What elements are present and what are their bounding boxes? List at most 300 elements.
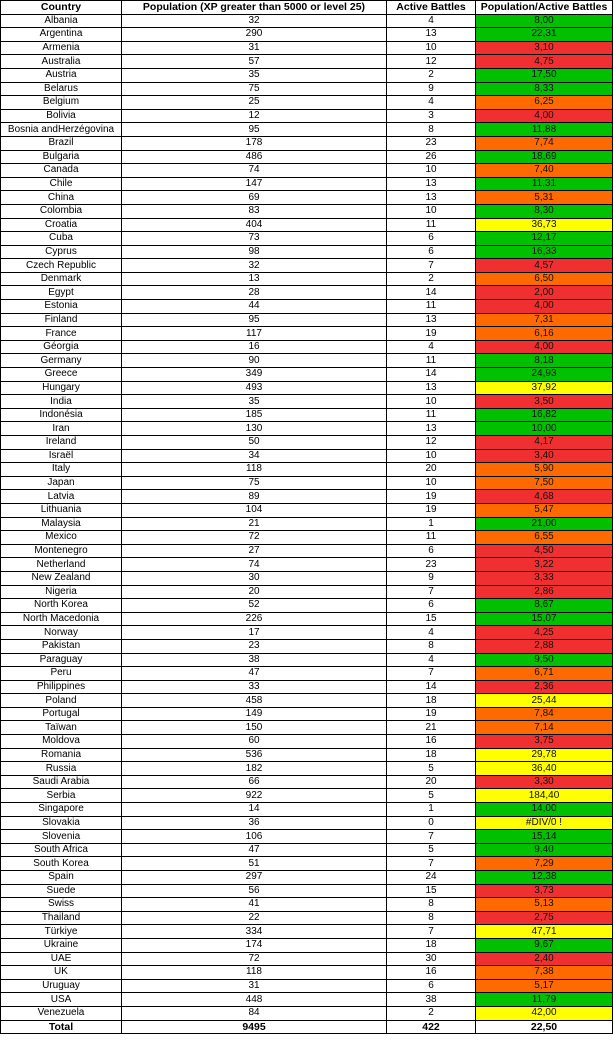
population-cell: 75 (122, 82, 387, 96)
table-row (1, 830, 613, 844)
population-cell: 17 (122, 626, 387, 640)
ratio-cell: 47,71 (476, 925, 613, 939)
ratio-cell: 9,40 (476, 843, 613, 857)
ratio-cell: 9,67 (476, 938, 613, 952)
ratio-cell: 15,07 (476, 612, 613, 626)
active-battles-cell: 19 (387, 327, 476, 341)
country-cell: Iran (1, 422, 122, 436)
active-battles-cell: 4 (387, 96, 476, 110)
table-row (1, 395, 613, 409)
active-battles-cell: 5 (387, 789, 476, 803)
table-row (1, 898, 613, 912)
population-cell: 31 (122, 979, 387, 993)
active-battles-cell: 7 (387, 857, 476, 871)
table-row (1, 82, 613, 96)
population-cell: 98 (122, 245, 387, 259)
active-battles-cell: 13 (387, 177, 476, 191)
country-cell: Japan (1, 476, 122, 490)
table-row (1, 340, 613, 354)
table-row (1, 41, 613, 55)
active-battles-cell: 2 (387, 1006, 476, 1020)
ratio-cell: 17,50 (476, 68, 613, 82)
table-row (1, 775, 613, 789)
total-population: 9495 (122, 1020, 387, 1034)
table-row (1, 626, 613, 640)
population-cell: 104 (122, 503, 387, 517)
ratio-cell: 4,00 (476, 340, 613, 354)
country-cell: Paraguay (1, 653, 122, 667)
country-cell: UAE (1, 952, 122, 966)
active-battles-cell: 13 (387, 313, 476, 327)
active-battles-cell: 1 (387, 517, 476, 531)
active-battles-cell: 5 (387, 843, 476, 857)
country-cell: Ireland (1, 436, 122, 450)
country-cell: Albania (1, 14, 122, 28)
ratio-cell: 7,50 (476, 476, 613, 490)
ratio-cell: 2,75 (476, 911, 613, 925)
population-cell: 290 (122, 28, 387, 42)
table-row (1, 327, 613, 341)
ratio-cell: 2,36 (476, 680, 613, 694)
ratio-cell: 11,88 (476, 123, 613, 137)
active-battles-cell: 12 (387, 55, 476, 69)
ratio-cell: 8,33 (476, 82, 613, 96)
ratio-cell: 6,50 (476, 272, 613, 286)
country-cell: Chile (1, 177, 122, 191)
population-cell: 36 (122, 816, 387, 830)
population-cell: 28 (122, 286, 387, 300)
table-row (1, 476, 613, 490)
country-cell: Swiss (1, 898, 122, 912)
population-cell: 226 (122, 612, 387, 626)
active-battles-cell: 7 (387, 585, 476, 599)
table-row (1, 272, 613, 286)
ratio-cell: 4,00 (476, 300, 613, 314)
table-row (1, 558, 613, 572)
table-row (1, 232, 613, 246)
table-row (1, 585, 613, 599)
active-battles-cell: 6 (387, 245, 476, 259)
population-cell: 12 (122, 109, 387, 123)
table-row (1, 884, 613, 898)
population-cell: 83 (122, 204, 387, 218)
active-battles-cell: 8 (387, 123, 476, 137)
population-cell: 349 (122, 368, 387, 382)
population-cell: 174 (122, 938, 387, 952)
population-cell: 21 (122, 517, 387, 531)
table-row (1, 639, 613, 653)
country-cell: Mexico (1, 531, 122, 545)
table-row (1, 816, 613, 830)
population-cell: 13 (122, 272, 387, 286)
table-row (1, 436, 613, 450)
ratio-cell: 3,73 (476, 884, 613, 898)
ratio-cell: 5,47 (476, 503, 613, 517)
population-cell: 66 (122, 775, 387, 789)
table-row (1, 667, 613, 681)
active-battles-cell: 6 (387, 544, 476, 558)
ratio-cell: 7,38 (476, 966, 613, 980)
header-ratio: Population/Active Battles (476, 1, 613, 15)
population-cell: 35 (122, 395, 387, 409)
table-row (1, 55, 613, 69)
ratio-cell: 4,68 (476, 490, 613, 504)
active-battles-cell: 6 (387, 979, 476, 993)
ratio-cell: 5,90 (476, 463, 613, 477)
country-cell: Greece (1, 368, 122, 382)
active-battles-cell: 5 (387, 762, 476, 776)
population-cell: 334 (122, 925, 387, 939)
population-cell: 52 (122, 599, 387, 613)
table-row (1, 789, 613, 803)
population-cell: 448 (122, 993, 387, 1007)
country-cell: Malaysia (1, 517, 122, 531)
table-row (1, 517, 613, 531)
table-row (1, 422, 613, 436)
active-battles-cell: 10 (387, 476, 476, 490)
table-row (1, 68, 613, 82)
population-cell: 149 (122, 707, 387, 721)
active-battles-cell: 11 (387, 408, 476, 422)
population-cell: 118 (122, 463, 387, 477)
active-battles-cell: 13 (387, 381, 476, 395)
active-battles-cell: 10 (387, 449, 476, 463)
country-cell: Peru (1, 667, 122, 681)
country-cell: Nigeria (1, 585, 122, 599)
ratio-cell: 3,40 (476, 449, 613, 463)
table-row (1, 952, 613, 966)
population-cell: 60 (122, 735, 387, 749)
active-battles-cell: 19 (387, 490, 476, 504)
ratio-cell: 184,40 (476, 789, 613, 803)
ratio-cell: 3,30 (476, 775, 613, 789)
country-cell: France (1, 327, 122, 341)
country-cell: Poland (1, 694, 122, 708)
population-cell: 89 (122, 490, 387, 504)
active-battles-cell: 20 (387, 463, 476, 477)
table-row (1, 96, 613, 110)
table-row (1, 544, 613, 558)
header-country: Country (1, 1, 122, 15)
active-battles-cell: 15 (387, 612, 476, 626)
table-row (1, 694, 613, 708)
active-battles-cell: 3 (387, 109, 476, 123)
population-cell: 27 (122, 544, 387, 558)
table-row (1, 599, 613, 613)
population-cell: 20 (122, 585, 387, 599)
population-cell: 106 (122, 830, 387, 844)
population-cell: 118 (122, 966, 387, 980)
country-cell: Montenegro (1, 544, 122, 558)
country-cell: Indonésia (1, 408, 122, 422)
table-row (1, 259, 613, 273)
country-cell: Portugal (1, 707, 122, 721)
population-cell: 74 (122, 164, 387, 178)
ratio-cell: 36,73 (476, 218, 613, 232)
table-row (1, 748, 613, 762)
population-cell: 51 (122, 857, 387, 871)
population-cell: 32 (122, 14, 387, 28)
ratio-cell: 7,74 (476, 136, 613, 150)
table-row (1, 911, 613, 925)
country-cell: Uruguay (1, 979, 122, 993)
country-cell: Thailand (1, 911, 122, 925)
population-cell: 56 (122, 884, 387, 898)
active-battles-cell: 11 (387, 354, 476, 368)
ratio-cell: 7,31 (476, 313, 613, 327)
table-row (1, 721, 613, 735)
active-battles-cell: 26 (387, 150, 476, 164)
table-row (1, 938, 613, 952)
table-row (1, 993, 613, 1007)
country-cell: Philippines (1, 680, 122, 694)
active-battles-cell: 13 (387, 28, 476, 42)
country-cell: Estonia (1, 300, 122, 314)
country-cell: China (1, 191, 122, 205)
country-cell: Lithuania (1, 503, 122, 517)
population-cell: 34 (122, 449, 387, 463)
country-cell: Saudi Arabia (1, 775, 122, 789)
population-cell: 35 (122, 68, 387, 82)
active-battles-cell: 8 (387, 911, 476, 925)
active-battles-cell: 18 (387, 938, 476, 952)
population-cell: 25 (122, 96, 387, 110)
table-row (1, 735, 613, 749)
country-cell: Singapore (1, 803, 122, 817)
table-row (1, 368, 613, 382)
population-cell: 50 (122, 436, 387, 450)
active-battles-cell: 11 (387, 218, 476, 232)
total-battles: 422 (387, 1020, 476, 1034)
table-row (1, 707, 613, 721)
active-battles-cell: 8 (387, 639, 476, 653)
table-row (1, 245, 613, 259)
country-cell: Spain (1, 871, 122, 885)
active-battles-cell: 8 (387, 898, 476, 912)
table-row (1, 14, 613, 28)
country-cell: Brazil (1, 136, 122, 150)
population-cell: 32 (122, 259, 387, 273)
country-cell: Croatia (1, 218, 122, 232)
ratio-cell: 3,50 (476, 395, 613, 409)
ratio-cell: 3,22 (476, 558, 613, 572)
ratio-cell: 22,31 (476, 28, 613, 42)
population-cell: 84 (122, 1006, 387, 1020)
population-cell: 14 (122, 803, 387, 817)
active-battles-cell: 10 (387, 164, 476, 178)
ratio-cell: 24,93 (476, 368, 613, 382)
table-row (1, 150, 613, 164)
population-cell: 486 (122, 150, 387, 164)
ratio-cell: 3,33 (476, 571, 613, 585)
active-battles-cell: 6 (387, 232, 476, 246)
active-battles-cell: 2 (387, 272, 476, 286)
table-row (1, 354, 613, 368)
table-row (1, 803, 613, 817)
country-cell: Slovakia (1, 816, 122, 830)
country-cell: Italy (1, 463, 122, 477)
table-row (1, 408, 613, 422)
table-row (1, 966, 613, 980)
ratio-cell: 7,29 (476, 857, 613, 871)
active-battles-cell: 4 (387, 14, 476, 28)
ratio-cell: 8,67 (476, 599, 613, 613)
active-battles-cell: 7 (387, 667, 476, 681)
ratio-cell: 5,13 (476, 898, 613, 912)
country-cell: Belgium (1, 96, 122, 110)
ratio-cell: 2,40 (476, 952, 613, 966)
country-cell: Norway (1, 626, 122, 640)
active-battles-cell: 18 (387, 748, 476, 762)
table-row (1, 871, 613, 885)
table-row (1, 286, 613, 300)
country-cell: Bulgaria (1, 150, 122, 164)
table-row (1, 612, 613, 626)
country-cell: Ukraine (1, 938, 122, 952)
table-row (1, 653, 613, 667)
ratio-cell: 16,82 (476, 408, 613, 422)
country-cell: Romania (1, 748, 122, 762)
country-cell: Canada (1, 164, 122, 178)
country-cell: Taïwan (1, 721, 122, 735)
ratio-cell: 16,33 (476, 245, 613, 259)
header-row (1, 1, 613, 15)
country-cell: North Korea (1, 599, 122, 613)
active-battles-cell: 18 (387, 694, 476, 708)
active-battles-cell: 23 (387, 136, 476, 150)
table-row (1, 463, 613, 477)
country-cell: UK (1, 966, 122, 980)
population-cell: 33 (122, 680, 387, 694)
country-cell: Argentina (1, 28, 122, 42)
active-battles-cell: 21 (387, 721, 476, 735)
population-cell: 47 (122, 667, 387, 681)
active-battles-cell: 23 (387, 558, 476, 572)
country-cell: Czech Republic (1, 259, 122, 273)
table-row (1, 191, 613, 205)
table-row (1, 680, 613, 694)
country-cell: Venezuela (1, 1006, 122, 1020)
ratio-cell: 9,50 (476, 653, 613, 667)
active-battles-cell: 10 (387, 41, 476, 55)
table-row (1, 857, 613, 871)
table-row (1, 123, 613, 137)
active-battles-cell: 7 (387, 259, 476, 273)
ratio-cell: 42,00 (476, 1006, 613, 1020)
table-row (1, 979, 613, 993)
population-cell: 95 (122, 313, 387, 327)
active-battles-cell: 4 (387, 653, 476, 667)
active-battles-cell: 19 (387, 503, 476, 517)
country-cell: Denmark (1, 272, 122, 286)
population-cell: 31 (122, 41, 387, 55)
country-cell: Colombia (1, 204, 122, 218)
country-cell: Israël (1, 449, 122, 463)
total-row (1, 1020, 613, 1034)
ratio-cell: 7,14 (476, 721, 613, 735)
population-cell: 147 (122, 177, 387, 191)
ratio-cell: 6,16 (476, 327, 613, 341)
population-cell: 72 (122, 952, 387, 966)
country-cell: Bosnia andHerzégovina (1, 123, 122, 137)
population-cell: 130 (122, 422, 387, 436)
header-active-battles: Active Battles (387, 1, 476, 15)
ratio-cell: 4,75 (476, 55, 613, 69)
ratio-cell: 18,69 (476, 150, 613, 164)
table-row (1, 762, 613, 776)
population-cell: 44 (122, 300, 387, 314)
table-row (1, 109, 613, 123)
population-cell: 74 (122, 558, 387, 572)
active-battles-cell: 7 (387, 830, 476, 844)
active-battles-cell: 13 (387, 191, 476, 205)
population-cell: 69 (122, 191, 387, 205)
ratio-cell: 4,25 (476, 626, 613, 640)
country-cell: Egypt (1, 286, 122, 300)
table-row (1, 164, 613, 178)
ratio-cell: 6,55 (476, 531, 613, 545)
population-cell: 185 (122, 408, 387, 422)
country-cell: Netherland (1, 558, 122, 572)
population-cell: 90 (122, 354, 387, 368)
active-battles-cell: 16 (387, 966, 476, 980)
ratio-cell: 11,31 (476, 177, 613, 191)
active-battles-cell: 20 (387, 775, 476, 789)
ratio-cell: #DIV/0 ! (476, 816, 613, 830)
ratio-cell: 6,25 (476, 96, 613, 110)
population-cell: 41 (122, 898, 387, 912)
ratio-cell: 36,40 (476, 762, 613, 776)
table-row (1, 925, 613, 939)
country-cell: Moldova (1, 735, 122, 749)
population-cell: 22 (122, 911, 387, 925)
population-cell: 72 (122, 531, 387, 545)
ratio-cell: 4,50 (476, 544, 613, 558)
country-cell: Hungary (1, 381, 122, 395)
active-battles-cell: 24 (387, 871, 476, 885)
table-row (1, 381, 613, 395)
ratio-cell: 8,30 (476, 204, 613, 218)
table-row (1, 1006, 613, 1020)
ratio-cell: 7,84 (476, 707, 613, 721)
table-row (1, 531, 613, 545)
active-battles-cell: 11 (387, 300, 476, 314)
table-row (1, 136, 613, 150)
ratio-cell: 4,57 (476, 259, 613, 273)
active-battles-cell: 30 (387, 952, 476, 966)
population-cell: 38 (122, 653, 387, 667)
country-cell: Austria (1, 68, 122, 82)
country-cell: North Macedonia (1, 612, 122, 626)
ratio-cell: 3,75 (476, 735, 613, 749)
country-cell: Germany (1, 354, 122, 368)
country-cell: Serbia (1, 789, 122, 803)
population-cell: 536 (122, 748, 387, 762)
ratio-cell: 4,17 (476, 436, 613, 450)
population-cell: 922 (122, 789, 387, 803)
population-cell: 73 (122, 232, 387, 246)
population-cell: 297 (122, 871, 387, 885)
active-battles-cell: 14 (387, 680, 476, 694)
table-row (1, 28, 613, 42)
ratio-cell: 2,86 (476, 585, 613, 599)
ratio-cell: 37,92 (476, 381, 613, 395)
country-cell: Belarus (1, 82, 122, 96)
table-row (1, 218, 613, 232)
population-cell: 75 (122, 476, 387, 490)
population-cell: 117 (122, 327, 387, 341)
active-battles-cell: 10 (387, 395, 476, 409)
